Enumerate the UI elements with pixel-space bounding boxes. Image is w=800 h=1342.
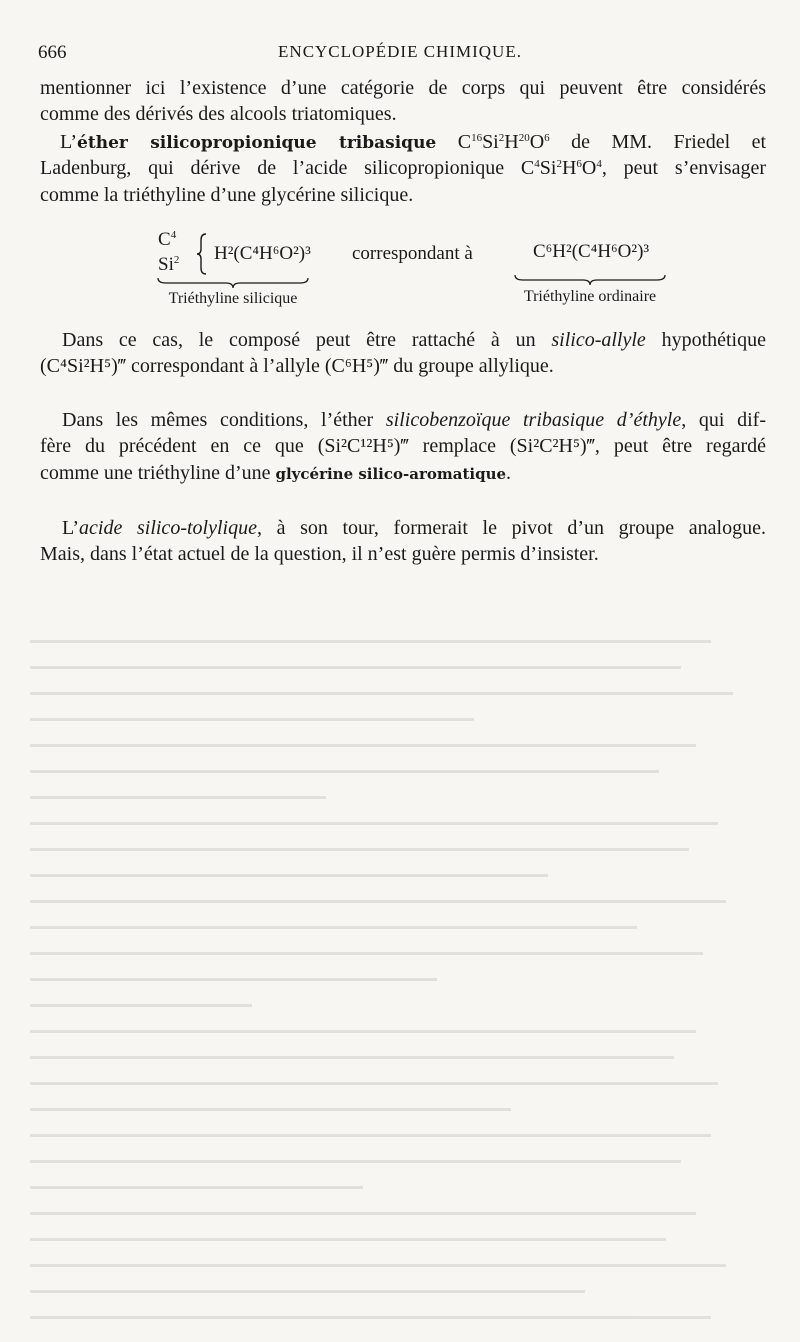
superscript: 20 xyxy=(518,132,530,144)
text-run: de MM. Friedel et xyxy=(549,131,767,153)
text-run: Dans les mêmes conditions, l’éther xyxy=(62,409,386,431)
paragraph-4-line-2: fère du précédent en ce que (Si²C¹²H⁵)‴ remplace (Si²C²H⁵)‴, peut être regardé xyxy=(40,435,766,457)
paragraph-1-line-1: mentionner ici l’existence d’une catégorie de corps qui peuvent être considérés xyxy=(40,77,766,99)
italic-acide-silico-tolylique: acide silico-tolylique xyxy=(79,517,257,539)
text-run: C xyxy=(158,229,171,250)
superscript: 16 xyxy=(471,132,483,144)
superscript: 4 xyxy=(596,158,602,170)
underbrace-right xyxy=(513,273,667,287)
text-run: hypothétique xyxy=(645,329,766,351)
paragraph-2-line-1 xyxy=(60,130,766,155)
text-run: L’ xyxy=(60,131,78,153)
text-run: , peut s’envisager xyxy=(601,157,766,179)
paragraph-5-line-2: Mais, dans l’état actuel de la question, il n’est guère permis d’insister. xyxy=(40,543,599,565)
label-triethyline-silicique: Triéthyline silicique xyxy=(168,290,298,307)
text-run: , à son tour, formerait le pivot d’un groupe analogue. xyxy=(256,517,766,539)
bold-term-glycerine: glycérine silico-aromatique xyxy=(275,465,507,483)
text-run: Si xyxy=(539,157,557,179)
paragraph-5-line-1 xyxy=(62,516,766,540)
text-run: O xyxy=(529,131,545,153)
text-run: comme une triéthyline d’une xyxy=(40,462,276,484)
superscript: 2 xyxy=(173,254,180,266)
paragraph-2-line-3: comme la triéthyline d’une glycérine silicique. xyxy=(40,184,414,206)
superscript: 2 xyxy=(556,158,562,170)
superscript: 4 xyxy=(534,158,540,170)
superscript: 6 xyxy=(544,132,550,144)
running-title: ENCYCLOPÉDIE CHIMIQUE. xyxy=(278,42,522,61)
text-run: H xyxy=(504,131,519,153)
text-run: . xyxy=(506,462,512,484)
italic-ether-silicobenzoique: silicobenzoïque tribasique d’éthyle xyxy=(385,409,682,431)
text-run: O xyxy=(581,157,597,179)
bold-term-ether: éther silicopropionique tribasique xyxy=(77,133,437,153)
page-number: 666 xyxy=(38,42,67,63)
paragraph-4-line-3 xyxy=(40,461,766,486)
text-run: L’ xyxy=(62,517,80,539)
paragraph-2-line-2 xyxy=(40,156,766,180)
paragraph-1-line-2: comme des dérivés des alcools triatomiques. xyxy=(40,103,397,125)
bleed-through-texture xyxy=(30,640,770,1330)
paragraph-3-line-1 xyxy=(62,328,766,352)
running-header xyxy=(38,42,762,66)
paragraph-3-line-2: (C⁴Si²H⁵)‴ correspondant à l’allyle (C⁶H⁵)‴ du groupe allylique. xyxy=(40,355,554,377)
text-run: Dans ce cas, le composé peut être rattaché à un xyxy=(62,329,552,351)
label-triethyline-ordinaire: Triéthyline ordinaire xyxy=(523,288,657,305)
text-run: Ladenburg, qui dérive de l’acide silicopropionique C xyxy=(40,157,535,179)
text-run: C xyxy=(436,131,472,153)
text-run: , qui dif- xyxy=(681,409,766,431)
formula-correspondant: correspondant à xyxy=(352,243,473,264)
superscript: 6 xyxy=(576,158,582,170)
superscript: 4 xyxy=(170,229,177,241)
text-run: Si xyxy=(482,131,499,153)
formula-right-group: C⁶H²(C⁴H⁶O²)³ xyxy=(533,241,650,262)
text-run: Si xyxy=(158,254,174,275)
paragraph-4-line-1 xyxy=(62,408,766,432)
formula-Si2 xyxy=(158,254,179,276)
text-run: H xyxy=(561,157,577,179)
formula-C4 xyxy=(158,229,176,251)
underbrace-left xyxy=(156,276,310,290)
formula-left-group: H²(C⁴H⁶O²)³ xyxy=(214,243,311,264)
left-curly-brace xyxy=(196,232,210,276)
italic-silico-allyle: silico-allyle xyxy=(551,329,646,351)
superscript: 2 xyxy=(498,132,505,144)
